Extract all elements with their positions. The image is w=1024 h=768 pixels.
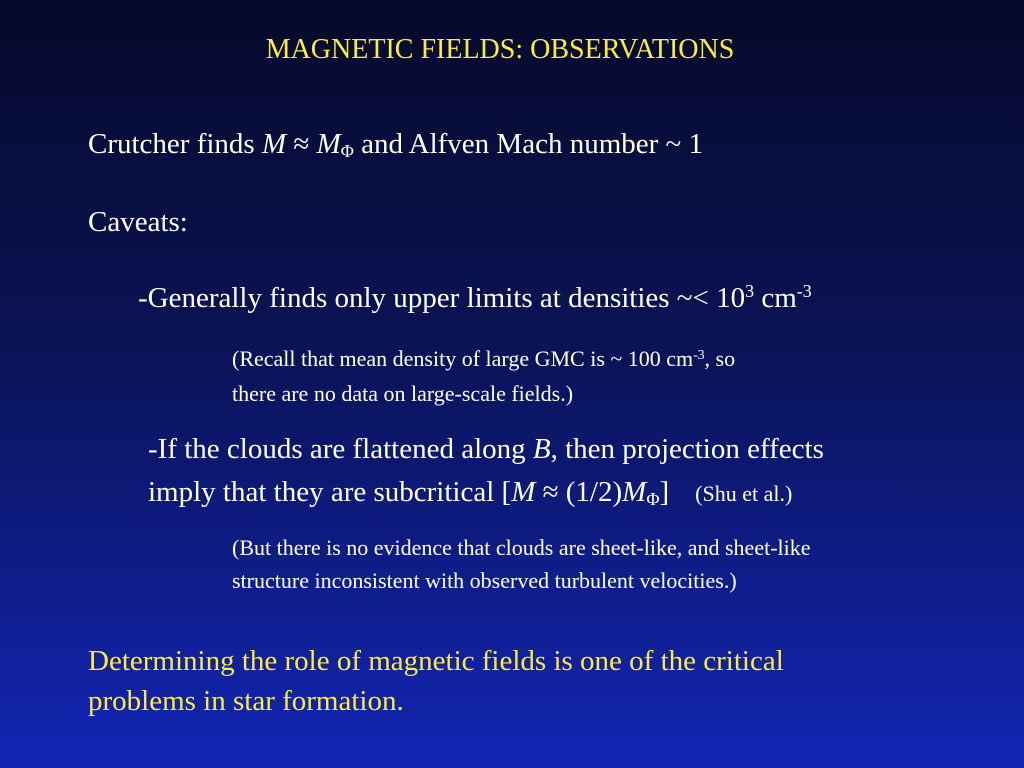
crutcher-finding: Crutcher finds $M \approx M_\Phi$ and Alfven Mach number ~ 1: [88, 128, 703, 162]
conclusion: [88, 641, 784, 721]
conclusion-line-1: Determining the role of magnetic fields is one of the critical: [88, 645, 784, 677]
projection-line-1: -If the clouds are flattened along B, then projection effects: [148, 433, 824, 465]
caveat-projection-effects: [148, 428, 824, 517]
projection-line-2: imply that they are subcritical $[M \approx (1/2)M_\Phi]$ (Shu et al.): [148, 476, 793, 510]
caveat-upper-limits: -Generally finds only upper limits at densities ~< $10^3$ $cm^{-3}$: [138, 281, 812, 314]
caveats-heading: Caveats:: [88, 206, 188, 238]
note-sheet-line-2: structure inconsistent with observed turbulent velocities.): [232, 568, 737, 593]
slide-title: MAGNETIC FIELDS: OBSERVATIONS: [265, 34, 735, 65]
note-sheet-line-1: (But there is no evidence that clouds are sheet-like, and sheet-like: [232, 535, 811, 560]
note-gmc-line-2: there are no data on large-scale fields.): [232, 381, 574, 406]
note-gmc-density: [232, 343, 735, 410]
shu-reference: (Shu et al.): [695, 481, 793, 506]
note-gmc-line-1: (Recall that mean density of large GMC is ~ 100 $cm^{-3}$, so: [232, 346, 736, 371]
conclusion-line-2: problems in star formation.: [88, 685, 404, 717]
note-sheet-like: [232, 531, 811, 597]
